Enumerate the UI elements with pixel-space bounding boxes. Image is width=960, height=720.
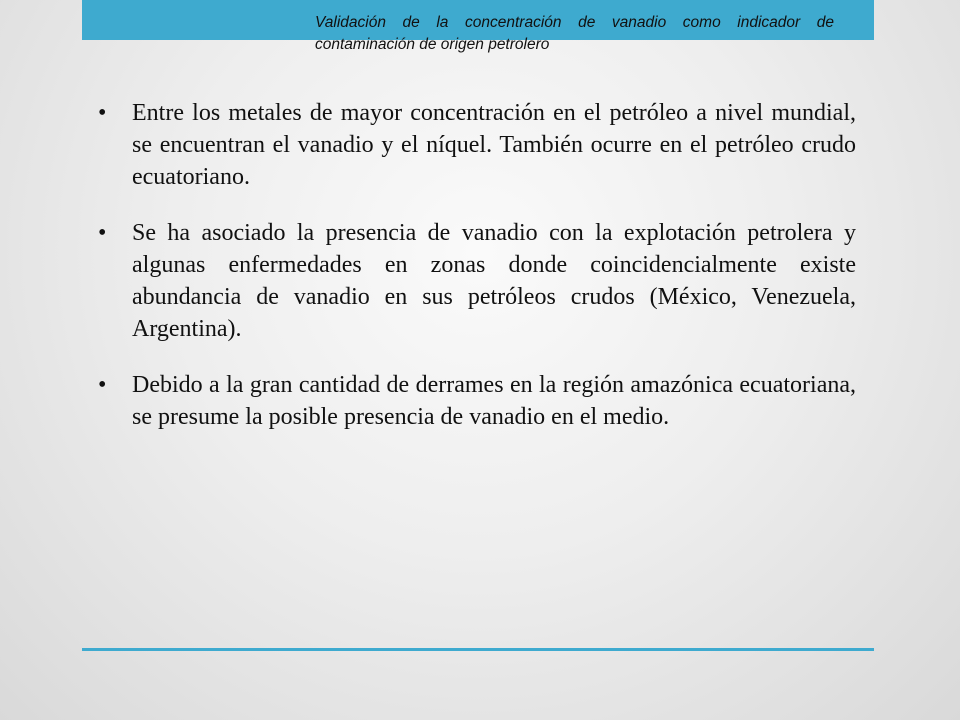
bullet-marker: • <box>98 100 107 126</box>
bullet-item <box>98 369 856 433</box>
bullet-list <box>98 97 856 457</box>
bullet-item <box>98 217 856 345</box>
bullet-marker: • <box>98 220 107 246</box>
footer-divider <box>82 648 874 651</box>
bullet-text: Se ha asociado la presencia de vanadio con la explotación petrolera y algunas enfermedades en zonas donde coincidencialmente existe abundancia de vanadio en sus petróleos crudos (México, Venezuela, Argentina). <box>132 220 856 342</box>
slide-title: Validación de la concentración de vanadio como indicador de contaminación de origen petrolero <box>315 14 834 53</box>
bullet-text: Debido a la gran cantidad de derrames en la región amazónica ecuatoriana, se presume la posible presencia de vanadio en el medio. <box>132 372 856 430</box>
bullet-text: Entre los metales de mayor concentración en el petróleo a nivel mundial, se encuentran el vanadio y el níquel. También ocurre en el petróleo crudo ecuatoriano. <box>132 100 856 190</box>
bullet-item <box>98 97 856 193</box>
bullet-marker: • <box>98 372 107 398</box>
